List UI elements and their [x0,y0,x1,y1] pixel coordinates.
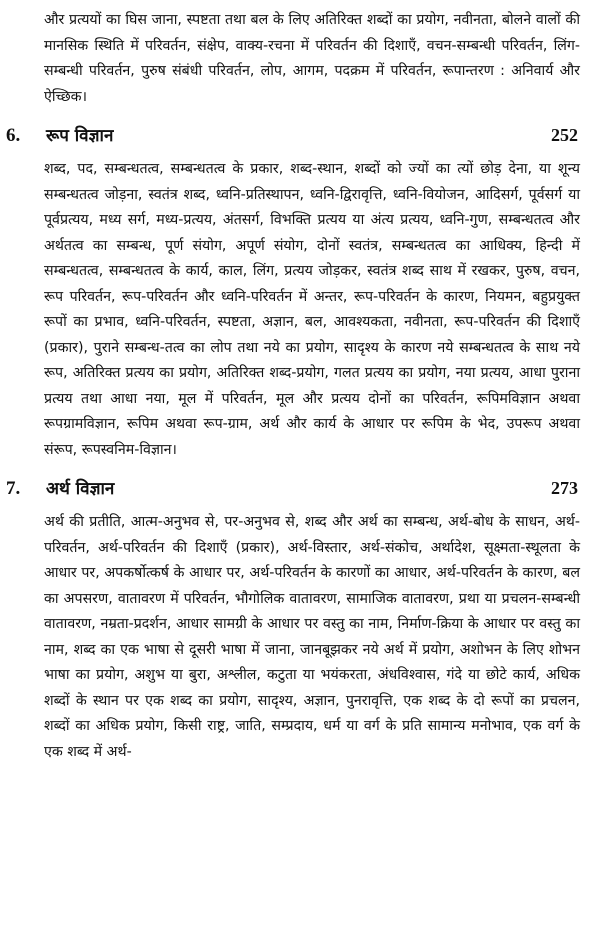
section-page-number: 252 [551,125,578,145]
intro-paragraph: और प्रत्ययों का घिस जाना, स्पष्टता तथा बल के लिए अतिरिक्त शब्दों का प्रयोग, नवीनता, बोलने वालों की मानसिक स्थिति में परिवर्तन, संक्षेप, वाक्य-रचना में परिवर्तन की दिशाएँ, वचन-सम्बन्धी परिवर्तन, लिंग-सम्बन्धी परिवर्तन, पुरुष संबंधी परिवर्तन, लोप, आगम, पदक्रम में परिवर्तन, रूपान्तरण : अनिवार्य और ऐच्छिक। [44,12,580,105]
section-number: 7. [6,478,21,499]
section-title: रूप विज्ञान [46,126,114,146]
section-body-arth-vigyan: अर्थ की प्रतीति, आत्म-अनुभव से, पर-अनुभव से, शब्द और अर्थ का सम्बन्ध, अर्थ-बोध के साधन, अर्थ-परिवर्तन, अर्थ-परिवर्तन की दिशाएँ (प्रकार), अर्थ-विस्तार, अर्थ-संकोच, अर्थादेश, सूक्ष्मता-स्थूलता के आधार पर, अपकर्षोत्कर्ष के आधार पर, अर्थ-परिवर्तन के कारणों का आधार, अर्थ-परिवर्तन के कारण, बल का अपसरण, वातावरण में परिवर्तन, भौगोलिक वातावरण, सामाजिक वातावरण, प्रथा या प्रचलन-सम्बन्धी वातावरण, नम्रता-प्रदर्शन, आधार सामग्री के आधार पर वस्तु का नाम, निर्माण-क्रिया के आधार पर वस्तु का नाम, शब्द का एक भाषा से दूसरी भाषा में जाना, जानबूझकर नये अर्थ में प्रयोग, अशोभन के लिए शोभन भाषा का प्रयोग, अशुभ या बुरा, अश्लील, कटुता या भयंकरता, अंधविश्वास, गंदे या छोटे कार्य, अधिक शब्दों के स्थान पर एक शब्द का प्रयोग, सादृश्य, अज्ञान, पुनरावृत्ति, एक शब्द के दो रूपों का प्रचलन, शब्दों का अधिक प्रयोग, किसी राष्ट्र, जाति, सम्प्रदाय, धर्म या वर्ग के प्रति सामान्य मनोभाव, एक वर्ग के एक शब्द में अर्थ- [44,514,580,760]
section-number: 6. [6,125,21,146]
section-heading-arth-vigyan [6,473,580,504]
section-body-rup-vigyan: शब्द, पद, सम्बन्धतत्व, सम्बन्धतत्व के प्रकार, शब्द-स्थान, शब्दों को ज्यों का त्यों छोड़ देना, या शून्य सम्बन्धतत्व जोड़ना, स्वतंत्र शब्द, ध्वनि-प्रतिस्थापन, ध्वनि-द्विरावृत्ति, ध्वनि-वियोजन, आदिसर्ग, पूर्वसर्ग या पूर्वप्रत्यय, मध्य सर्ग, मध्य-प्रत्यय, अंतसर्ग, विभक्ति प्रत्यय या अंत्य प्रत्यय, ध्वनि-गुण, सम्बन्धतत्व और अर्थतत्व का सम्बन्ध, पूर्ण संयोग, अपूर्ण संयोग, दोनों स्वतंत्र, सम्बन्धतत्व का आधिक्य, हिन्दी में सम्बन्धतत्व, सम्बन्धतत्व के कार्य, काल, लिंग, प्रत्यय जोड़कर, स्वतंत्र शब्द साथ में रखकर, पुरुष, वचन, रूप परिवर्तन, रूप-परिवर्तन और ध्वनि-परिवर्तन में अन्तर, रूप-परिवर्तन के कारण, नियमन, बहुप्रयुक्त रूपों का प्रभाव, ध्वनि-परिवर्तन, स्पष्टता, अज्ञान, बल, आवश्यकता, नवीनता, रूप-परिवर्तन की दिशाएँ (प्रकार), पुराने सम्बन्ध-तत्व का लोप तथा नये का प्रयोग, सादृश्य के कारण नये सम्बन्धतत्व के साथ नये रूप, अतिरिक्त प्रत्यय का प्रयोग, अतिरिक्त शब्द-प्रयोग, गलत प्रत्यय का प्रयोग, नया प्रत्यय, आधा पुराना प्रत्यय तथा आधा नया, मूल में परिवर्तन, मूल और प्रत्यय दोनों का परिवर्तन, रूपिमविज्ञान अथवा रूपग्रामविज्ञान, रूपिम अथवा रूप-ग्राम, अर्थ और कार्य के आधार पर रूपिम के भेद, उपरूप अथवा संरूप, रूपस्वनिम-विज्ञान। [44,161,580,458]
section-page-number: 273 [551,478,578,498]
section-heading-rup-vigyan [6,120,580,151]
section-title: अर्थ विज्ञान [46,479,115,499]
